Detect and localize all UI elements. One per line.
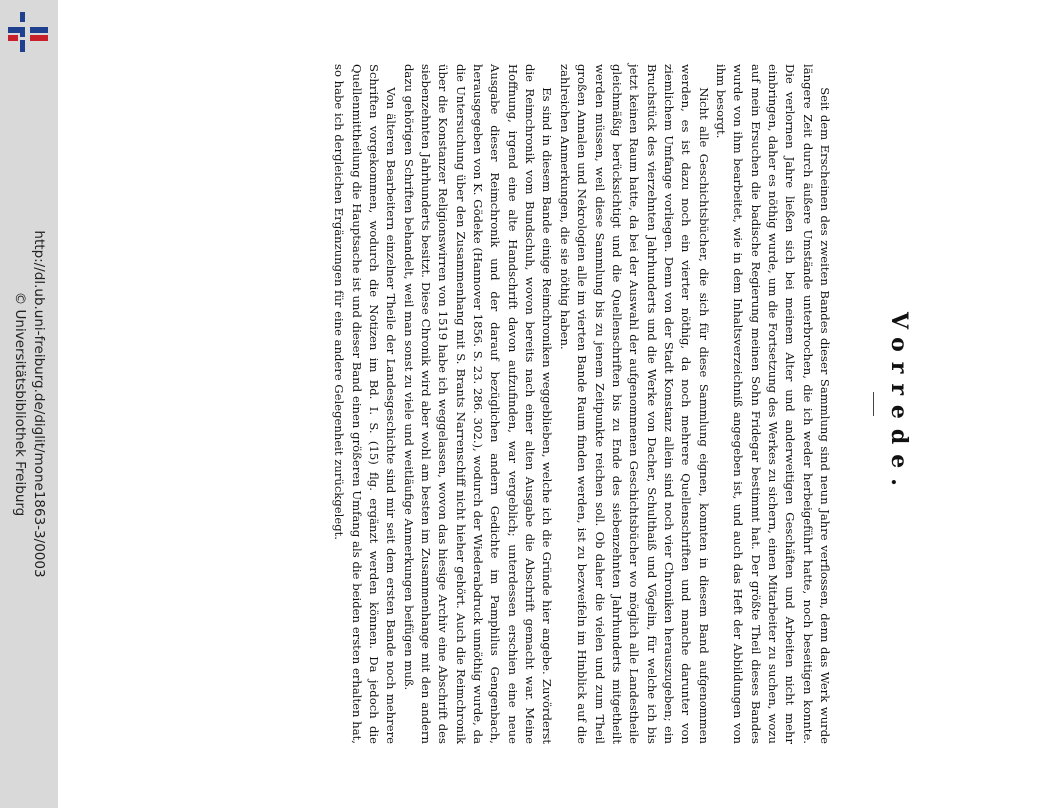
source-url[interactable]: http://dl.ub.uni-freiburg.de/diglit/mone1863-3/0003 [31,230,47,578]
scanned-page [152,64,912,744]
title-divider [873,392,874,416]
paragraph: Es sind in diesem Bande einige Reimchroniken weggeblieben, welche ich die Gründe hier angebe. Zuvörderst die Reimchronik vom Bundschuh, wovon bereits nach einer alten Ausgabe die Abschrift gemacht war. Meine Hoffnung, irgend eine alte Handschrift davon aufzufinden, war vergeblich; unterdessen erschien eine neue Ausgabe dieser Reimchronik und der darauf bezüglichen andern Gedichte im Pamphilus Gengenbach, herausgegeben von K. Gödeke (Hannover 1856. S. 23. 286. 302.), wodurch der Wiederabdruck unnöthig wurde, da die Untersuchung über den Zusammenhang mit S. Brants Narrenschiff nicht hieher gehört. Auch die Reimchronik über die Konstanzer Religionswirren von 1519 habe ich weggelassen, wovon das hiesige Archiv eine Abschrift des siebenzehnten Jahrhunderts besitzt. Diese Chronik wird aber wohl am besten im Zusammenhange mit den andern dazu gehörigen Schriften behandelt, weil man sonst zu viele und weitläufige Anmerkungen beifügen muß. [401,64,555,744]
page-title: Vorrede. [886,312,912,496]
copyright-notice: © Universitätsbibliothek Freiburg [12,291,28,517]
paragraph: Seit dem Erscheinen des zweiten Bandes dieser Sammlung sind neun Jahre verflossen, denn das Werk wurde längere Zeit durch äußere Umstände unterbrochen, die ich weder herbeigeführt hatte, noch beseitigen konnte. Die verlornen Jahre ließen sich bei meinem Alter und anderweitigen Geschäften und Arbeiten nicht mehr einbringen, daher es nöthig wurde, um die Fortsetzung des Werkes zu sichern, einen Mitarbeiter zu suchen, wozu auf mein Ersuchen die badische Regierung meinen Sohn Fridegar bestimmt hat. Der größte Theil dieses Bandes wurde von ihm bearbeitet, wie in dem Inhaltsverzeichniß angegeben ist, und auch das Heft der Abbildungen von ihm besorgt. [713,64,832,744]
paragraph: Nicht alle Geschichtsbücher, die sich für diese Sammlung eignen, konnten in diesem Band aufgenommen werden, es ist dazu noch ein vierter nöthig, da noch mehrere Quellenschriften und manche darunter von ziemlichem Umfange vorliegen. Denn von der Stadt Konstanz allein sind noch vier Chroniken herauszugeben; ein Bruchstück des vierzehnten Jahrhunderts und die Werke von Dacher, Schulthaiß und Vögelin, für welche ich bis jetzt keinen Raum hatte, da bei der Auswahl der aufgenommenen Geschichtsbücher wo möglich alle Landestheile gleichmäßig berücksichtigt und die Quellenschriften bis zu Ende des siebenzehnten Jahrhunderts mitgetheilt werden müssen, weil diese Sammlung bis zu jenem Zeitpunkte reichen soll. Ob daher die vielen und zum Theil großen Annalen und Nekrologien alle im vierten Bande Raum finden werden, ist zu bezweifeln im Hinblick auf die zahlreichen Anmerkungen, die sie nöthig haben. [557,64,711,744]
viewer-sidebar [0,0,58,808]
source-info [10,14,48,794]
paragraph: Von älteren Bearbeitern einzelner Theile der Landesgeschichte sind mir seit dem ersten Bande noch mehrere Schriften vorgekommen, wodurch die Notizen im Bd. I. S. (15) flg. ergänzt werden können. Da jedoch die Quellenmittheilung die Hauptsache ist und dieser Band einen größeren Umfang als die beiden ersten erhalten hat, so habe ich dergleichen Ergänzungen für eine andere Gelegenheit zurückgelegt. [332,64,399,744]
